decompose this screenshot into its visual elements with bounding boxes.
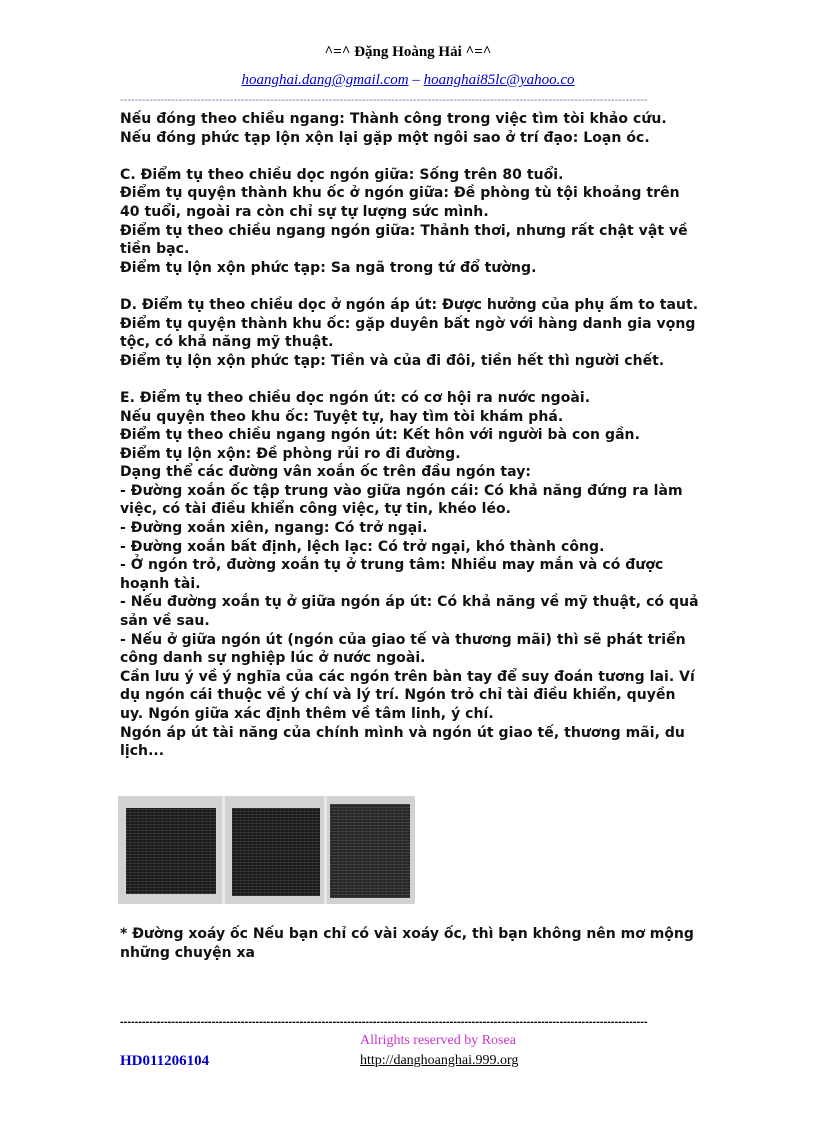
fingerprint-sample-2 — [232, 808, 320, 896]
image-divider — [222, 796, 225, 904]
fingerprint-image — [118, 796, 415, 904]
paragraph-line: Nếu quyện theo khu ốc: Tuyệt tự, hay tìm tòi khám phá. — [120, 408, 564, 425]
footer-copyright: Allrights reserved by Rosea — [360, 1033, 516, 1048]
paragraph-line: Dạng thể các đường vân xoắn ốc trên đầu ngón tay: — [120, 464, 532, 481]
paragraph-line: Nếu đóng phức tạp lộn xộn lại gặp một ngôi sao ở trí đạo: Loạn óc. — [120, 129, 650, 146]
section-e-heading: E. Điểm tụ theo chiều dọc ngón út: có cơ hội ra nước ngoài. — [120, 389, 591, 406]
fingerprint-sample-3 — [330, 804, 410, 898]
paragraph-line: Nếu đóng theo chiều ngang: Thành công trong việc tìm tòi khảo cứu. — [120, 111, 667, 127]
footer-website-link[interactable]: http://danghoanghai.999.org — [360, 1053, 519, 1068]
paragraph-line: Điểm tụ lộn xộn phức tạp: Sa ngã trong tứ đổ tường. — [120, 259, 537, 276]
header-title: ^=^ Đặng Hoàng Hải ^=^ — [324, 44, 492, 60]
section-c-heading: C. Điểm tụ theo chiều dọc ngón giữa: Sống trên 80 tuổi. — [120, 166, 564, 183]
paragraph-line: Điểm tụ theo chiều ngang ngón út: Kết hôn với người bà con gần. — [120, 427, 640, 444]
paragraph-line: Điểm tụ quyện thành khu ốc: gặp duyên bất ngờ với hàng danh gia vọng tộc, có khả năng mỹ thuật. — [120, 315, 696, 351]
footer-divider — [120, 1017, 670, 1027]
list-item: - Đường xoắn xiên, ngang: Có trở ngại. — [120, 520, 428, 537]
paragraph-line: Điểm tụ lộn xộn phức tạp: Tiền và của đi đôi, tiền hết thì người chết. — [120, 352, 665, 369]
paragraph-line: Cần lưu ý về ý nghĩa của các ngón trên bàn tay để suy đoán tương lai. Ví dụ ngón cái thuộc về ý chí và lý trí. Ngón trỏ chỉ tài điều khiển, quyền uy. Ngón giữa xác định thêm về tâm linh, ý chí. — [120, 668, 695, 722]
header-divider — [120, 95, 670, 105]
email-link-yahoo[interactable]: hoanghai85lc@yahoo.co — [423, 72, 575, 88]
document-body — [120, 110, 700, 761]
paragraph-line: Điểm tụ lộn xộn: Đề phòng rủi ro đi đường. — [120, 445, 461, 462]
footer-document-code: HD011206104 — [120, 1053, 210, 1069]
image-divider — [324, 796, 327, 904]
section-d-heading: D. Điểm tụ theo chiều dọc ở ngón áp út: Được hưởng của phụ ấm to taut. — [120, 296, 699, 313]
header-contact — [0, 72, 816, 89]
paragraph-line: Điểm tụ quyện thành khu ốc ở ngón giữa: Đề phòng tù tội khoảng trên 40 tuổi, ngoài ra còn chỉ sự tự lượng sức mình. — [120, 185, 680, 220]
list-item: - Nếu đường xoắn tụ ở giữa ngón áp út: Có khả năng về mỹ thuật, có quả sản về sau. — [120, 594, 699, 630]
list-item: - Đường xoắn bất định, lệch lạc: Có trở ngại, khó thành công. — [120, 538, 605, 555]
list-item: - Ở ngón trỏ, đường xoắn tụ ở trung tâm: Nhiều may mắn và có được hoạnh tài. — [120, 557, 664, 592]
closing-text: * Đường xoáy ốc Nếu bạn chỉ có vài xoáy ốc, thì bạn không nên mơ mộng những chuyện xa — [120, 926, 694, 961]
email-link-gmail[interactable]: hoanghai.dang@gmail.com — [241, 72, 409, 88]
list-item: - Nếu ở giữa ngón út (ngón của giao tế và thương mãi) thì sẽ phát triển công danh sự nghiệp lúc ở nước ngoài. — [120, 631, 686, 667]
email-separator: – — [408, 72, 424, 88]
fingerprint-sample-1 — [126, 808, 216, 894]
closing-paragraph — [120, 925, 700, 963]
list-item: - Đường xoắn ốc tập trung vào giữa ngón cái: Có khả năng đứng ra làm việc, có tài điều khiển công việc, tự tin, khéo léo. — [120, 482, 683, 518]
paragraph-line: Ngón áp út tài năng của chính mình và ngón út giao tế, thương mãi, du lịch... — [120, 724, 685, 760]
paragraph-line: Điểm tụ theo chiều ngang ngón giữa: Thảnh thơi, nhưng rất chật vật về tiền bạc. — [120, 222, 688, 258]
